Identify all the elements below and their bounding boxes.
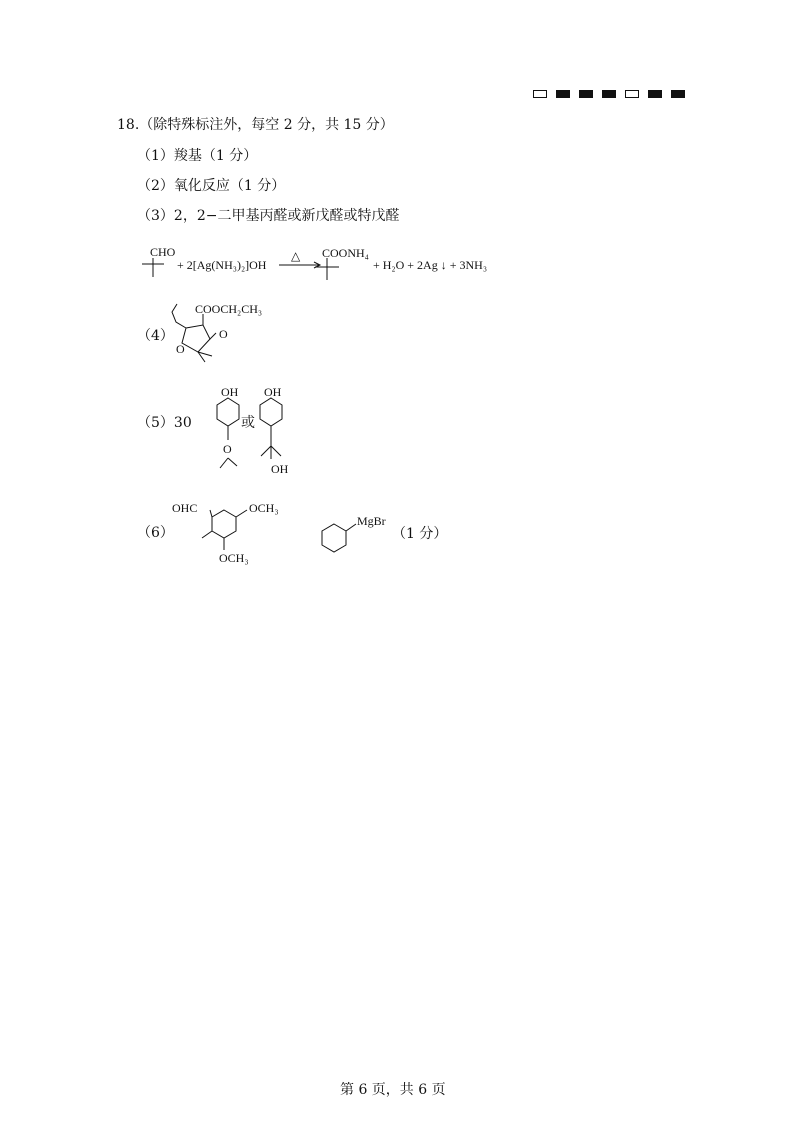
bond: [346, 524, 356, 531]
page-footer: 第 6 页，共 6 页: [340, 1082, 446, 1098]
heat-condition: △: [291, 249, 301, 263]
answer-6-label: （6）: [137, 525, 174, 541]
product-coonh4: COONH₄: [322, 246, 369, 260]
reactant-cho: CHO: [150, 245, 176, 259]
answer-4-label: （4）: [137, 328, 174, 344]
oh-label: OH: [264, 385, 282, 399]
oh-label: OH: [221, 385, 239, 399]
byproducts: + H₂O + 2Ag ↓ + 3NH₃: [373, 258, 487, 272]
bond: [202, 531, 212, 538]
answer-1: （1）羧基（1 分）: [137, 148, 258, 164]
answer-5-label: （5）30: [137, 415, 192, 431]
benzene-ring: [322, 524, 346, 552]
oh-label: OH: [271, 462, 289, 476]
bond: [236, 510, 247, 517]
ring-o: O: [176, 342, 185, 356]
methoxy-group: OCH₃: [249, 501, 279, 515]
answer-3: （3）2，2−二甲基丙醛或新戊醛或特戊醛: [137, 208, 400, 224]
ether-o: O: [223, 442, 232, 456]
reagent: + 2[Ag(NH₃)₂]OH: [177, 258, 267, 272]
question-title: 18.（除特殊标注外，每空 2 分，共 15 分）: [117, 117, 394, 133]
grignard-label: MgBr: [357, 514, 386, 528]
ester-group: COOCH₂CH₃: [195, 302, 263, 316]
ketone-o: O: [219, 327, 228, 341]
aldehyde-group: OHC: [172, 501, 198, 515]
benzene-ring: [212, 510, 236, 538]
score-label: （1 分）: [392, 526, 448, 542]
bond: [210, 510, 212, 517]
answer-2: （2）氧化反应（1 分）: [137, 178, 286, 194]
methoxy-group: OCH₃: [219, 551, 249, 565]
or-label: 或: [241, 415, 255, 431]
